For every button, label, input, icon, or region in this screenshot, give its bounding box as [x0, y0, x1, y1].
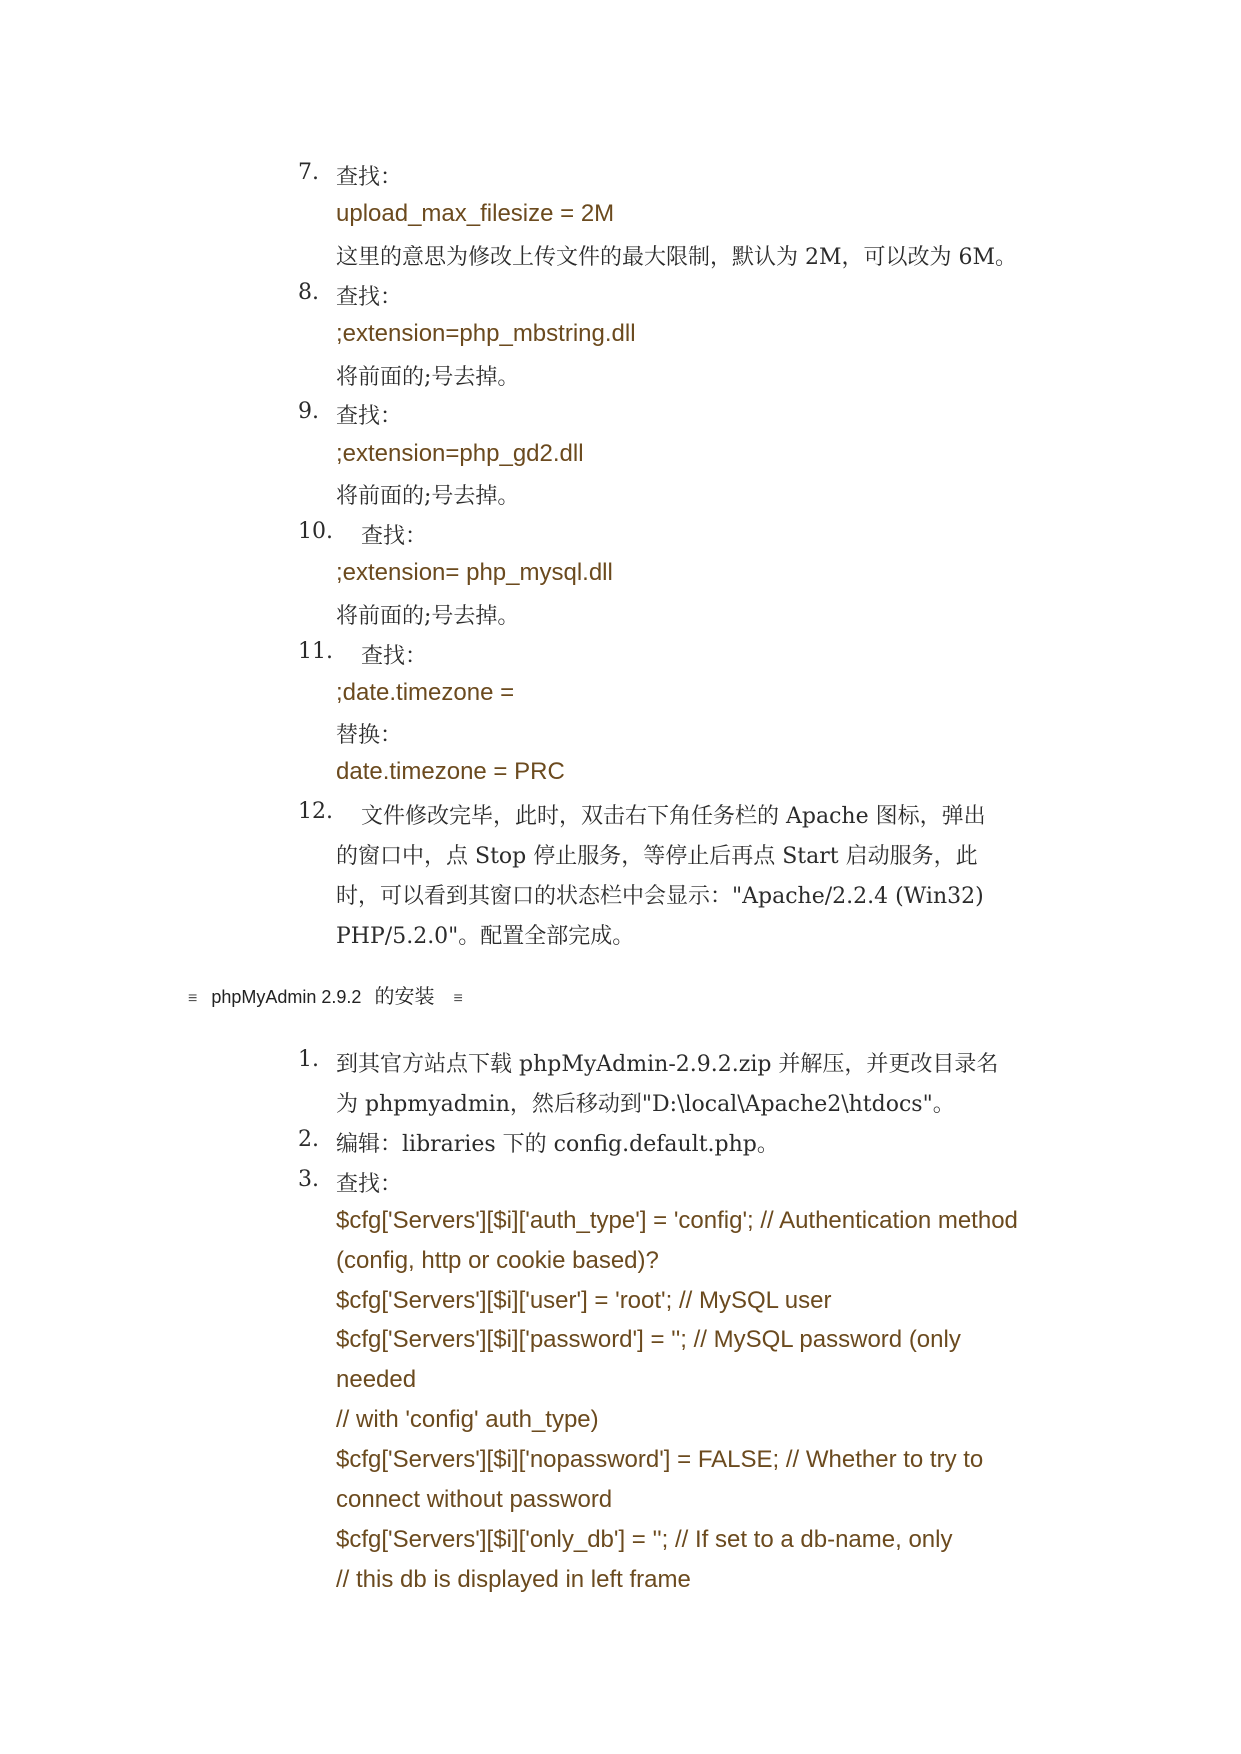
- code-line: ;date.timezone =: [336, 679, 515, 706]
- code-line: date.timezone = PRC: [336, 758, 565, 785]
- list-number: 1.: [298, 1047, 319, 1072]
- note-text: 将前面的;号去掉。: [336, 484, 520, 509]
- heading-bar-right: ≡: [453, 990, 462, 1007]
- code-line: // with 'config' auth_type): [336, 1406, 599, 1433]
- code-line: $cfg['Servers'][$i]['only_db'] = ''; // If set to a db-name, only: [336, 1526, 953, 1553]
- code-line: $cfg['Servers'][$i]['nopassword'] = FALSE; // Whether to try to: [336, 1446, 984, 1473]
- paragraph-line: 编辑：libraries 下的 config.default.php。: [336, 1132, 779, 1157]
- list-label: 查找：: [336, 1172, 403, 1197]
- heading-title-en: phpMyAdmin 2.9.2: [211, 987, 362, 1007]
- note-text: 将前面的;号去掉。: [336, 604, 520, 629]
- list-label: 查找：: [361, 524, 428, 549]
- section-heading: [188, 980, 462, 1009]
- replace-label: 替换：: [336, 723, 403, 748]
- note-text: 将前面的;号去掉。: [336, 365, 520, 390]
- paragraph-line: 为 phpmyadmin，然后移动到"D:\local\Apache2\htdocs"。: [336, 1092, 955, 1117]
- paragraph-line: 的窗口中，点 Stop 停止服务，等停止后再点 Start 启动服务，此: [336, 844, 978, 869]
- list-number: 2.: [298, 1127, 319, 1152]
- code-line: connect without password: [336, 1486, 613, 1513]
- list-label: 查找：: [336, 165, 403, 190]
- code-line: $cfg['Servers'][$i]['user'] = 'root'; // MySQL user: [336, 1287, 832, 1314]
- code-line: needed: [336, 1366, 417, 1393]
- list-number: 9.: [298, 399, 319, 424]
- paragraph-line: 文件修改完毕，此时，双击右下角任务栏的 Apache 图标，弹出: [361, 804, 986, 829]
- list-label: 查找：: [361, 644, 428, 669]
- code-line: // this db is displayed in left frame: [336, 1566, 691, 1593]
- paragraph-line: 时，可以看到其窗口的状态栏中会显示："Apache/2.2.4 (Win32): [336, 884, 984, 909]
- code-line: ;extension=php_mbstring.dll: [336, 320, 636, 347]
- list-number: 12.: [298, 799, 333, 824]
- heading-bar-left: ≡: [188, 990, 197, 1007]
- code-line: (config, http or cookie based)?: [336, 1247, 659, 1274]
- paragraph-line: PHP/5.2.0"。配置全部完成。: [336, 924, 635, 949]
- code-line: $cfg['Servers'][$i]['auth_type'] = 'config'; // Authentication method: [336, 1207, 1018, 1234]
- heading-title-cn: 的安装: [374, 984, 435, 1008]
- note-text: 这里的意思为修改上传文件的最大限制，默认为 2M，可以改为 6M。: [336, 245, 1018, 270]
- list-label: 查找：: [336, 285, 403, 310]
- paragraph-line: 到其官方站点下载 phpMyAdmin-2.9.2.zip 并解压，并更改目录名: [336, 1052, 999, 1077]
- code-line: $cfg['Servers'][$i]['password'] = ''; // MySQL password (only: [336, 1326, 961, 1353]
- list-number: 3.: [298, 1167, 319, 1192]
- list-number: 7.: [298, 160, 319, 185]
- code-line: ;extension= php_mysql.dll: [336, 559, 613, 586]
- code-line: ;extension=php_gd2.dll: [336, 440, 584, 467]
- list-number: 11.: [298, 639, 333, 664]
- list-label: 查找：: [336, 404, 403, 429]
- list-number: 10.: [298, 519, 333, 544]
- code-line: upload_max_filesize = 2M: [336, 200, 615, 227]
- list-number: 8.: [298, 280, 319, 305]
